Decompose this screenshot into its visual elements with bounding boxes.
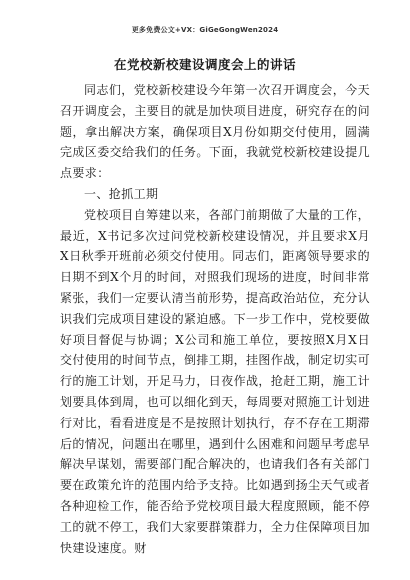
paragraph-body: 党校项目自筹建以来，各部门前期做了大量的工作，最近，X书记多次过问党校新校建设情况，并且要求X月X日秋季开班前必须交付使用。同志们，距离领导要求的日期不到X个月的时间，对照我们现场的进度，时间非常紧张，我们一定要认清当前形势，提高政治站位，充分认识我们完成项目建设的紧迫感。下一步工作中，党校要做好项目督促与协调；X公司和施工单位，要按照X月X日交付使用的时间节点，倒排工期，挂图作战，制定切实可行的施工计划，开足马力，日夜作战，抢赶工期，施工计划要具体到周，也可以细化到天，每周要对照施工计划进行对比，看看进度是不是按照计划执行，存不存在工期滞后的情况，问题出在哪里，遇到什么困难和问题早考虑早解决早谋划，需要部门配合解决的，也请我们各有关部门要在政策允许的范围内给予支持。比如遇到扬尘天气或者各种迎检工作，能否给予党校项目最大程度照顾，能不停工的就不停工，我们大家要群策群力，全力住保障项目加快建设速度。财 — [60, 207, 371, 555]
paragraph-opening: 同志们，党校新校建设今年第一次召开调度会，今天召开调度会，主要目的就是加快项目进度，研究存在的问题，拿出解决方案，确保项目X月份如期交付使用，圆满完成区委交给我们的任务。下面，我就党校新校建设提几点要求： — [60, 83, 371, 181]
document-title: 在党校新校建设调度会上的讲话 — [113, 57, 296, 72]
header-note: 更多免费公文+VX：GiGeGongWen2024 — [131, 26, 279, 34]
document-body — [60, 80, 370, 558]
section-heading: 一、抢抓工期 — [84, 186, 159, 201]
